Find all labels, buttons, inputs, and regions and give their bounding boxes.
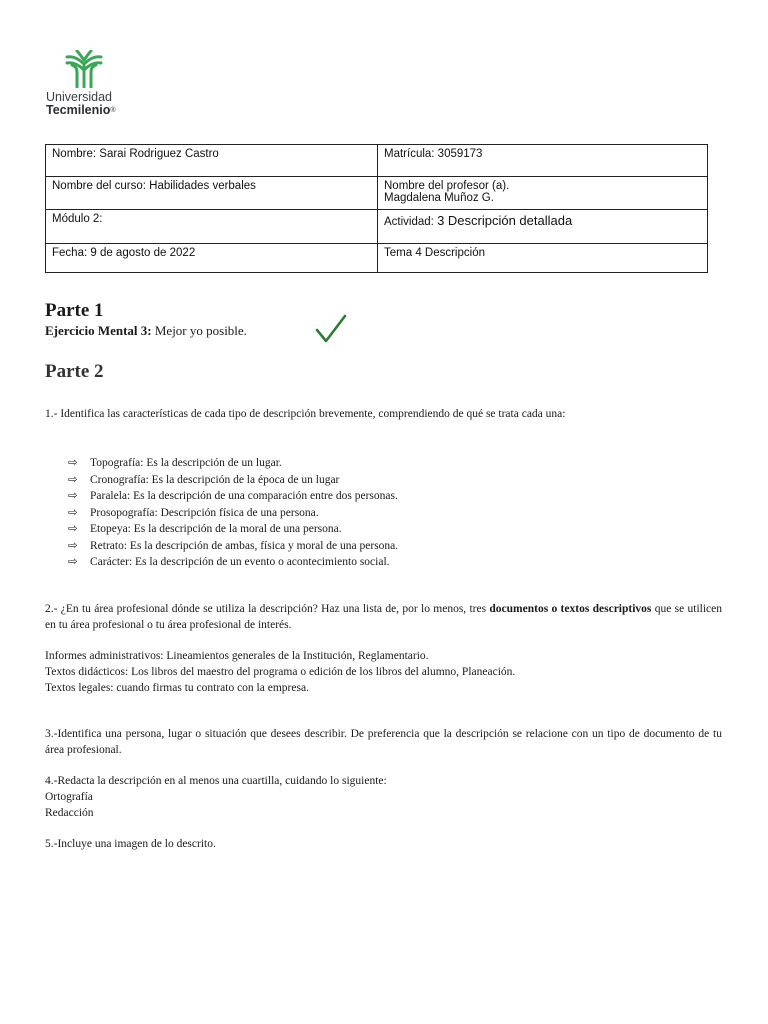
arrow-right-icon: ⇨	[68, 506, 78, 519]
list-item: ⇨ Topografía: Es la descripción de un lugar.	[68, 455, 398, 472]
logo-text-universidad: Universidad	[46, 90, 113, 104]
question-1: 1.- Identifica las características de cada tipo de descripción brevemente, comprendiendo de qué se trata cada una:	[45, 408, 566, 420]
arrow-right-icon: ⇨	[68, 556, 78, 568]
question-4-item: Ortografía	[45, 791, 93, 803]
professor-name: Magdalena Muñoz G.	[384, 192, 494, 204]
ejercicio-line	[45, 323, 247, 339]
list-item: ⇨ Paralela: Es la descripción de una comparación entre dos personas.	[68, 488, 398, 505]
list-item: ⇨ Retrato: Es la descripción de ambas, física y moral de una persona.	[68, 538, 398, 555]
answer-2	[45, 648, 515, 696]
answer-2-line: Textos legales: cuando firmas tu contrato con la empresa.	[45, 682, 309, 694]
course-name-cell: Nombre del curso: Habilidades verbales	[46, 177, 378, 210]
arrow-right-icon: ⇨	[68, 523, 78, 535]
list-item: ⇨ Prosopografía: Descripción física de una persona.	[68, 505, 398, 522]
logo-text-tecmilenio: Tecmilenio®	[46, 103, 116, 117]
question-3: 3.-Identifica una persona, lugar o situación que desees describir. De preferencia que la descripción se relacione con un tipo de documento de tu área profesional.	[45, 728, 722, 756]
parte1-heading: Parte 1	[45, 300, 104, 321]
topic-cell: Tema 4 Descripción	[378, 244, 708, 273]
question-4: 4.-Redacta la descripción en al menos una cuartilla, cuidando lo siguiente: Ortografía Redacción	[45, 775, 387, 819]
question-4-item: Redacción	[45, 807, 94, 819]
description-types-list	[68, 455, 398, 571]
question-5: 5.-Incluye una imagen de lo descrito.	[45, 838, 216, 850]
professor-cell	[378, 177, 708, 210]
list-item: ⇨ Carácter: Es la descripción de un evento o acontecimiento social.	[68, 554, 398, 571]
checkmark-icon	[315, 314, 347, 344]
answer-2-line: Informes administrativos: Lineamientos generales de la Institución, Reglamentario.	[45, 650, 429, 662]
list-item: ⇨ Etopeya: Es la descripción de la moral de una persona.	[68, 521, 398, 538]
student-name-cell: Nombre: Sarai Rodriguez Castro	[46, 145, 378, 177]
activity-cell	[378, 210, 708, 244]
activity-value: 3 Descripción detallada	[437, 213, 573, 228]
arrow-right-icon: ⇨	[68, 539, 78, 552]
question-2: 2.- ¿En tu área profesional dónde se utiliza la descripción? Haz una lista de, por lo menos, tres documentos o textos descriptivos que se utilicen en tu área profesional o tu área profesional de interés.	[45, 603, 722, 631]
arrow-right-icon: ⇨	[68, 473, 78, 486]
professor-label: Nombre del profesor (a).	[384, 180, 510, 192]
ejercicio-value: Mejor yo posible.	[154, 323, 247, 338]
list-item: ⇨ Cronografía: Es la descripción de la época de un lugar	[68, 472, 398, 489]
tecmilenio-leaf-icon	[64, 50, 104, 88]
arrow-right-icon: ⇨	[68, 490, 78, 502]
university-logo	[46, 50, 126, 117]
arrow-right-icon: ⇨	[68, 457, 78, 469]
activity-label: Actividad:	[384, 216, 434, 228]
ejercicio-label: Ejercicio Mental 3:	[45, 323, 152, 338]
date-cell: Fecha: 9 de agosto de 2022	[46, 244, 378, 273]
parte2-heading: Parte 2	[45, 361, 104, 382]
matricula-cell: Matrícula: 3059173	[378, 145, 708, 177]
answer-2-line: Textos didácticos: Los libros del maestro del programa o edición de los libros del alumno, Planeación.	[45, 666, 516, 678]
module-cell: Módulo 2:	[46, 210, 378, 244]
question-2-bold: documentos o textos descriptivos	[489, 603, 652, 615]
student-info-table	[45, 144, 708, 273]
